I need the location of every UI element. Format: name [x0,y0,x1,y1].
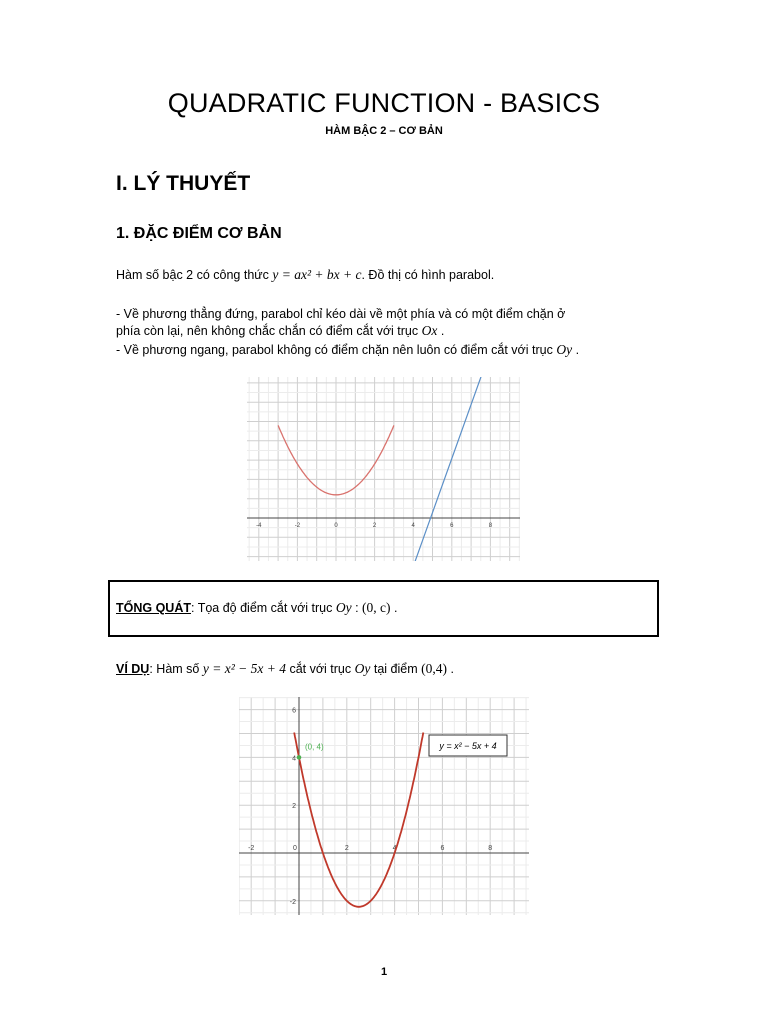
general-end: . [394,601,398,615]
example-label: VÍ DỤ [116,662,150,676]
intro-paragraph [116,266,494,284]
bullet-vertical-line1: - Về phương thẳng đứng, parabol chỉ kéo dài về một phía và có một điểm chặn ở [116,307,566,321]
example-point: (0,4) [421,661,447,676]
graph2-x-tick-label: 8 [488,845,493,852]
graph1-x-tick-label: 2 [372,523,377,529]
general-point: (0, c) [362,600,391,615]
graph2-background [239,697,529,915]
intro-text: Hàm số bậc 2 có công thức [116,268,269,282]
graph2-x-tick-label: 4 [392,845,397,852]
general-colon: : [355,601,359,615]
graph2-legend-text: y = x² − 5x + 4 [439,741,497,751]
graph1-x-tick-label: -4 [256,523,262,529]
graph1-x-tick-label: 0 [334,523,338,529]
graph2-y-tick-label: 2 [292,803,296,811]
graph2-x-tick-label: 6 [440,845,445,852]
graph1-x-tick-label: 8 [488,523,493,529]
document-subtitle: HÀM BẬC 2 – CƠ BẢN [325,125,443,137]
example-statement [116,660,454,678]
bullet-horizontal-end: . [575,343,580,357]
graph2-point-label: (0, 4) [305,742,324,752]
graph-parabola-and-line [247,377,520,561]
section-heading: I. LÝ THUYẾT [116,172,251,195]
graph1-x-tick-label: 6 [450,523,454,529]
general-axis: Oy [335,600,352,615]
graph2-x-tick-label: 2 [344,845,349,852]
graph2-x-tick-label: -2 [248,845,255,852]
example-formula: y = x² − 5x + 4 [202,661,286,676]
example-axis: Oy [354,661,371,676]
graph2-y-tick-label: 4 [292,755,296,763]
page-number: 1 [380,966,388,978]
bullet-vertical-line2 [116,322,444,340]
bullet-horizontal-text: - Về phương ngang, parabol không có điểm chặn nên luôn có điểm cắt với trục [116,343,553,357]
axis-oy: Oy [556,342,573,357]
example-middle2: tại điểm [373,662,418,676]
general-label: TỔNG QUÁT [116,601,191,615]
intro-formula: y = ax² + bx + c [272,267,362,282]
example-end: . [450,662,454,676]
bullet-vertical-text: phía còn lại, nên không chắc chắn có điểm cắt với trục [116,324,419,338]
graph-example-parabola [239,697,529,915]
bullet-horizontal [116,341,579,359]
axis-ox: Ox [421,323,438,338]
example-middle: cắt với trục [289,662,352,676]
general-statement [116,600,398,616]
graph2-intercept-point [297,755,302,760]
graph1-x-tick-label: 4 [411,523,415,529]
document-title: QUADRATIC FUNCTION - BASICS [167,88,601,118]
graph1-x-tick-label: -2 [294,523,301,529]
example-text: : Hàm số [149,662,200,676]
graph2-x-tick-label: 0 [293,845,297,852]
intro-after: . Đồ thị có hình parabol. [361,268,495,282]
bullet-vertical-end: . [440,324,445,338]
graph2-y-tick-label: -2 [289,898,296,906]
subsection-heading: 1. ĐẶC ĐIỂM CƠ BẢN [116,225,282,242]
general-text: : Tọa độ điểm cắt với trục [191,601,333,615]
graph2-y-tick-label: 6 [292,707,296,715]
